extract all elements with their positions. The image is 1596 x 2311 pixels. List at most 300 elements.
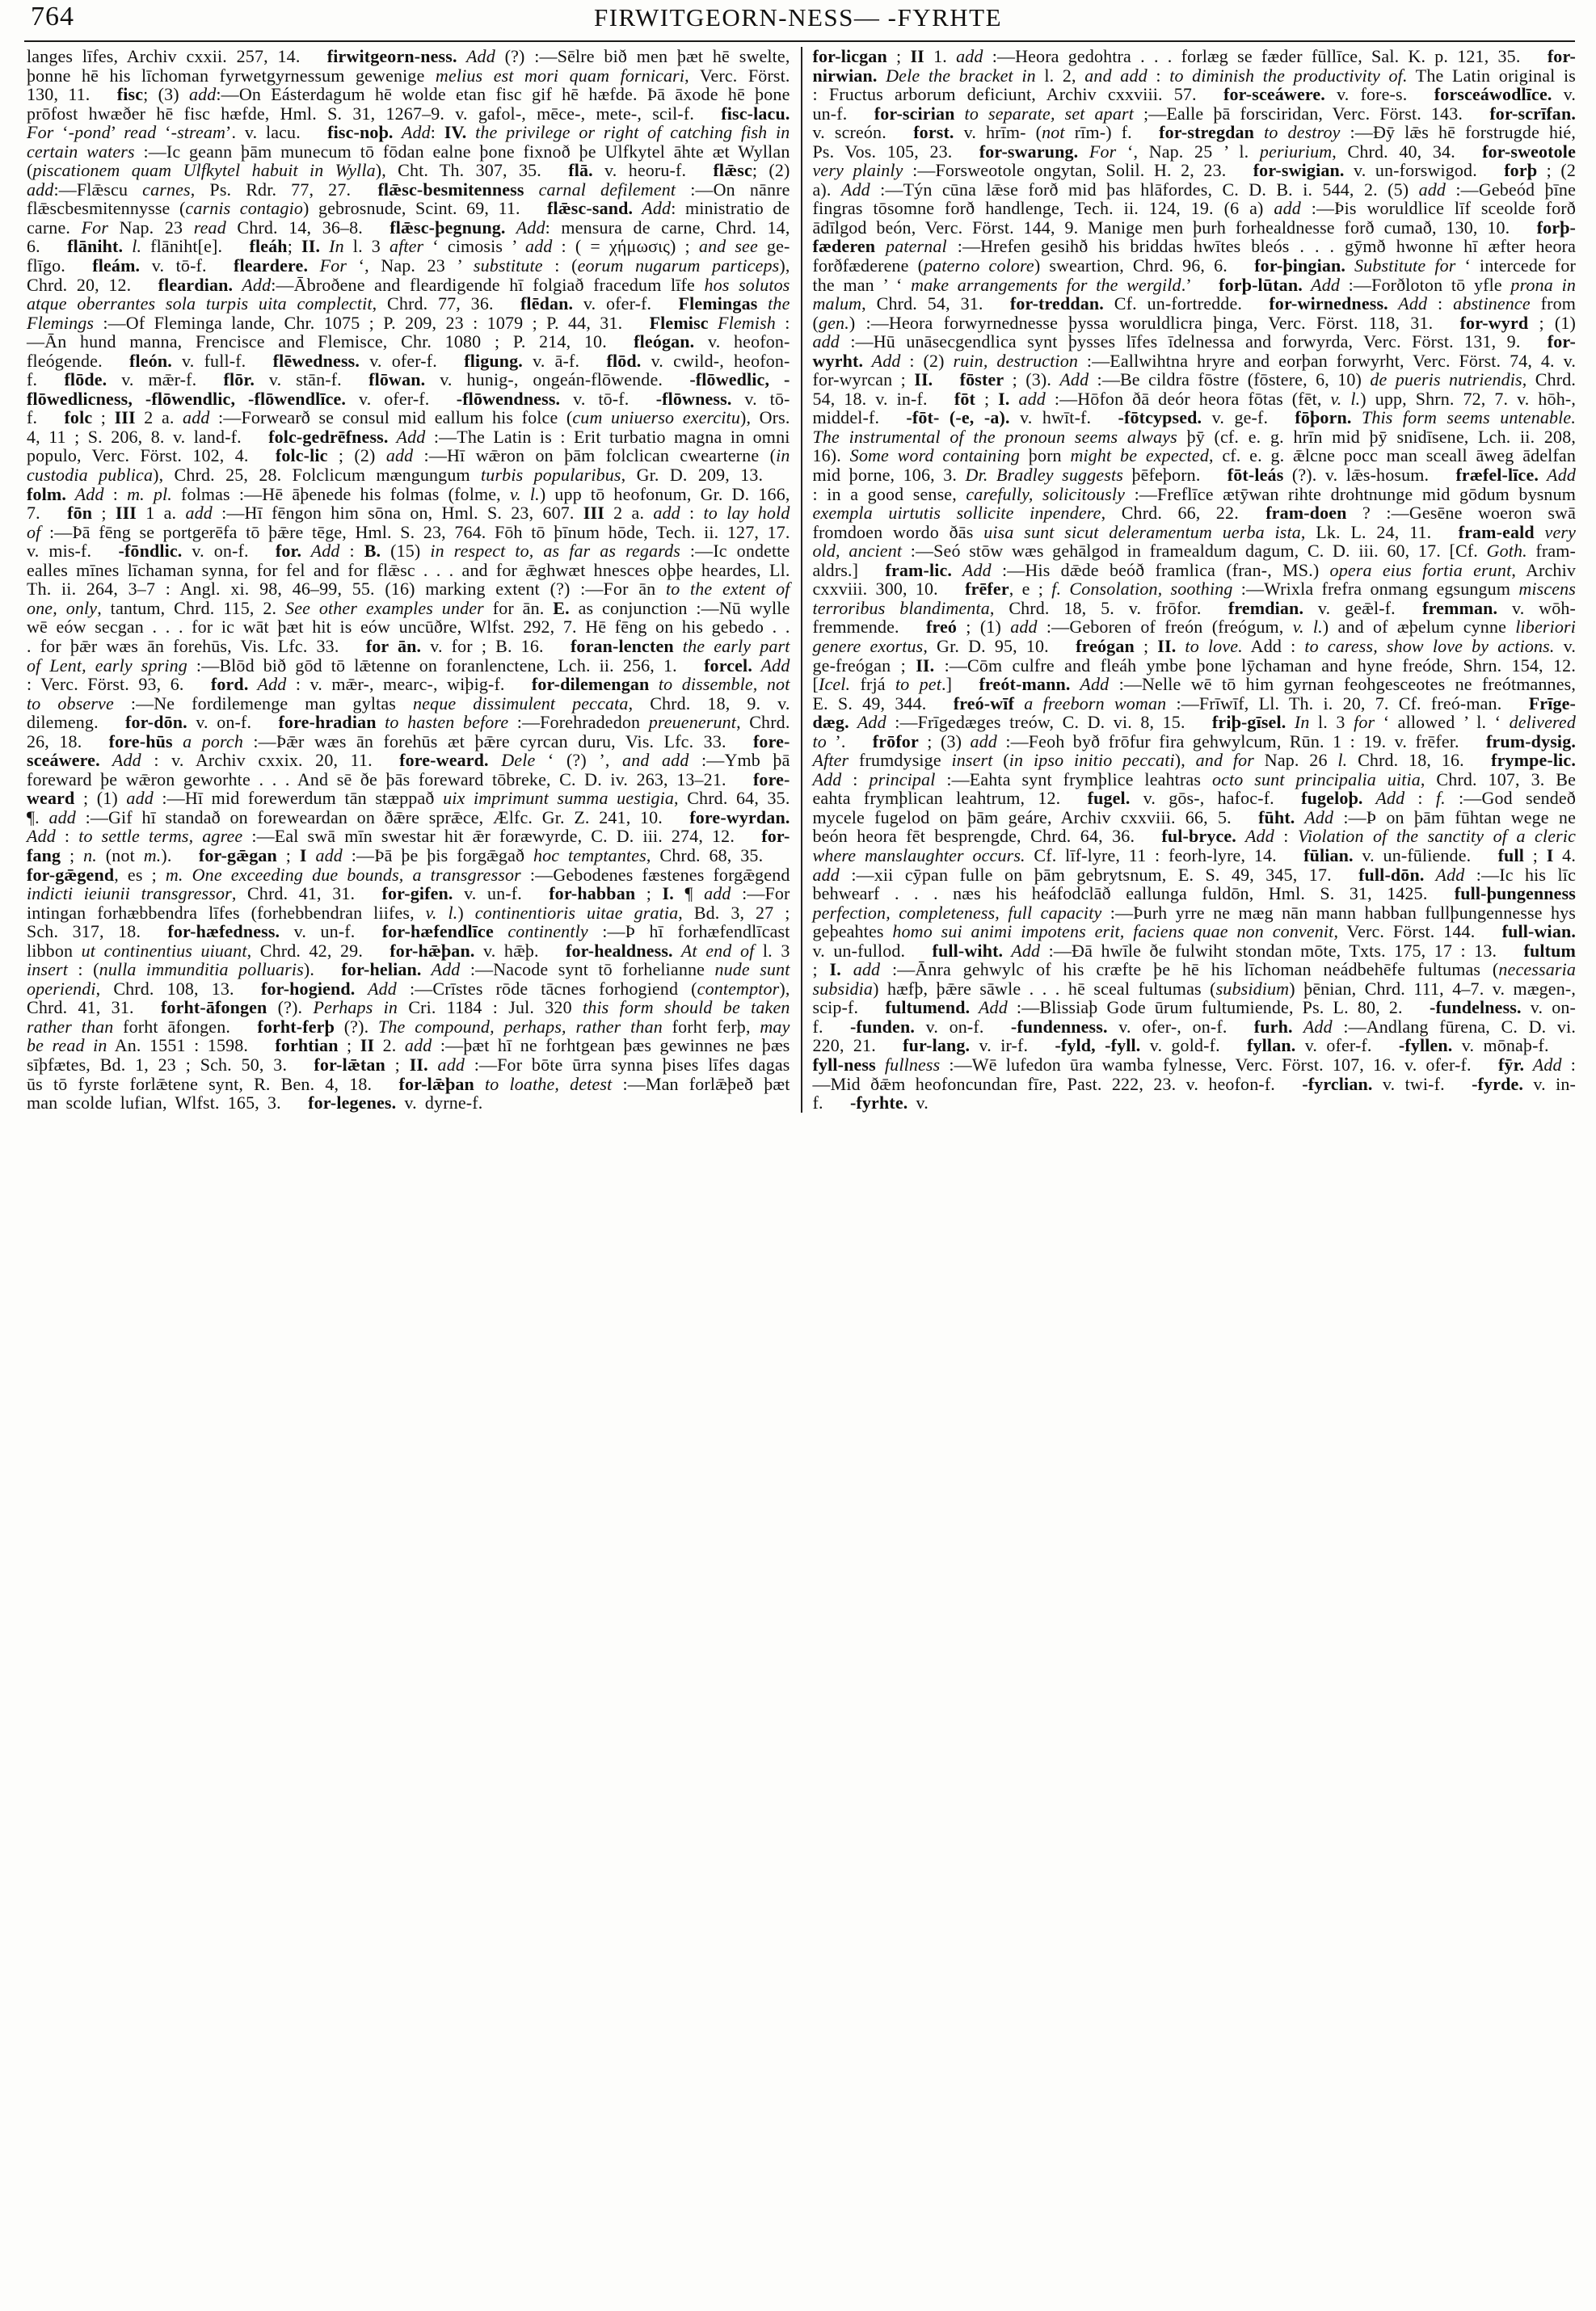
text-run: Add: [1295, 806, 1334, 827]
text-run: v. tō-f.: [560, 388, 630, 409]
entry-gap: [437, 351, 464, 371]
text-run: , Chrd. 108, 13.: [95, 978, 234, 999]
entry-headword: fram-doen: [1265, 503, 1347, 524]
text-run: v. ā-f.: [522, 350, 580, 371]
entry-headword: -fyrde.: [1472, 1073, 1524, 1094]
text-run: add: [385, 445, 414, 466]
entry-gap: [1268, 407, 1295, 427]
text-run: ;: [385, 1054, 410, 1075]
entry-gap: [858, 560, 885, 580]
text-run: Add: [27, 826, 56, 847]
entry-headword: fore-weard: [27, 768, 790, 809]
text-run: In: [1286, 712, 1310, 733]
text-run: add: [970, 730, 997, 751]
text-run: , Chrd. 54, 18. v. in-f.: [812, 369, 1576, 409]
text-run: the privilege or right of catching fish in certain waters: [27, 122, 790, 162]
text-run: n.: [83, 844, 97, 865]
text-run: ‘: [156, 122, 171, 143]
entry-gap: [823, 1092, 850, 1113]
entry-gap: [90, 84, 116, 104]
text-run: ), Cht. Th. 307, 35.: [375, 160, 541, 181]
text-run: and add: [1084, 65, 1148, 86]
text-run: to loathe, detest: [474, 1073, 613, 1094]
text-run: :—On Eásterdagum hē wolde etan fisc gif hē hæfde. Þā āxode hē þone prōfost hwæðer hē fisc hæfde, Hml. S. 31, 1267–9. v. gafol-, mēce-, mete-, scil-f.: [27, 84, 790, 124]
text-run: octo sunt principalia uitia: [1211, 768, 1421, 789]
text-run: ‘ cimosis ’: [423, 236, 526, 257]
entry-headword: freógan: [1076, 635, 1135, 656]
entry-gap: [351, 179, 377, 200]
text-run: ;: [61, 844, 84, 865]
text-run: ) upp, Shrn. 72, 7. v. hōh-, middel-f.: [812, 388, 1576, 428]
text-run: :—Flǣscu: [53, 179, 143, 200]
text-run: :—Þ hī forhæfendlīcast libbon: [27, 921, 790, 961]
entry-headword: fisc: [116, 84, 144, 105]
text-run: Add: [505, 217, 545, 238]
entry-headword: for.: [275, 541, 302, 562]
entry-gap: [1135, 826, 1161, 846]
text-run: (: [992, 750, 1009, 771]
text-run: v. ofer-, on-f.: [1107, 1016, 1228, 1037]
entry-headword: flēwedness.: [272, 350, 360, 371]
text-run: l. 3: [1309, 712, 1354, 733]
entry-headword: fore-hradian: [278, 712, 377, 733]
text-run: to pet: [895, 674, 941, 695]
text-run: add: [188, 84, 217, 105]
text-run: Add: [863, 350, 901, 371]
text-run: v. cwild-, heofon-f.: [27, 350, 790, 390]
text-run: the early part of Lent, early spring: [27, 635, 790, 676]
text-run: Add: [1524, 1054, 1562, 1075]
text-run: ruin, destruction: [953, 350, 1078, 371]
text-run: :—Hī mid forewerdum tān stæppað: [153, 788, 444, 809]
entry-gap: [1520, 331, 1547, 351]
text-run: not: [1042, 122, 1065, 143]
text-run: :—xii cȳpan fulle on þām gebrytsnum, E. S. 49, 345, 17.: [839, 864, 1332, 885]
text-run: Add: [66, 483, 104, 504]
text-run: to diminish the productivity of.: [1169, 65, 1408, 86]
entry-headword: for-gǣgan: [198, 844, 277, 865]
entry-gap: [763, 845, 790, 865]
text-run: :—Ymb þā foreward þe wǣron geworhte . . . And sē ðe þās foreward tōbreke, C. D. iv. 263, 13–21.: [27, 750, 790, 789]
text-run: :: [103, 483, 128, 504]
entry-gap: [1472, 1054, 1498, 1075]
entry-headword: for-sceáwere.: [1223, 84, 1325, 105]
text-run: (?). v. lǣs-hosum.: [1283, 465, 1430, 486]
entry-gap: [1132, 122, 1159, 142]
entry-headword: for-scirian: [874, 103, 955, 124]
text-run: (not: [96, 844, 144, 865]
entry-headword: full: [1497, 844, 1524, 865]
text-run: :—For bōte ūrra synna þises līfes dagas ūs tō fyrste forlǣtene synt, R. Ben. 4, 18.: [27, 1054, 790, 1094]
entry-headword: forþ-lūtan.: [1219, 274, 1303, 295]
entry-headword: fore-sceáwere.: [27, 730, 790, 771]
text-run: prona in malum: [812, 274, 1576, 314]
text-run: , Chrd. 18, 9. v. dilemeng.: [27, 692, 790, 733]
text-run: -stream: [171, 122, 226, 143]
text-run: :—Feoh byð frōfur fira gehwylcum, Rūn. 1 : 19. v. frēfer.: [996, 730, 1459, 751]
text-run: v. un-fullod.: [812, 940, 906, 961]
entry-gap: [1091, 407, 1118, 427]
text-run: (?) :—Sēlre bið men þæt hē swelte, þonne hē his līchoman fyrwetgyrnessum gewenige: [27, 46, 790, 86]
text-run: :—Ānra gehwylc of his cræfte þe hē his līchoman neádbehēfe fultumas (: [880, 959, 1499, 980]
text-run: (?).: [334, 1016, 378, 1037]
entry-gap: [99, 712, 125, 732]
text-run: as conjunction :—Nū wylle wē eów secgan . . . for ic wāt þæt hit is eów uncūðre, Wlfst. 292, 7. Hē fēng on his gebedo . . . for þǣr wæs ān forehūs, Vis. Lfc. 33.: [27, 597, 790, 656]
entry-gap: [372, 1074, 398, 1094]
text-run: v. ofer-f.: [360, 350, 437, 371]
text-run: Add: [1070, 674, 1110, 695]
entry-headword: fisc-noþ.: [327, 122, 394, 143]
entry-gap: [1197, 84, 1223, 104]
entry-gap: [1477, 160, 1504, 180]
entry-gap: [429, 389, 456, 409]
text-run: ;: [276, 844, 300, 865]
text-run: Add: [1424, 864, 1465, 885]
text-run: This form seems untenable. The instrumental of the pronoun seems always: [812, 407, 1576, 447]
entry-headword: forht-ferþ: [257, 1016, 335, 1037]
page-title: FIRWITGEORN-NESS— -FYRHTE: [593, 3, 1003, 32]
text-run: :: [1147, 65, 1170, 86]
text-run: :—The Latin is : Erit turbatio magna in omni populo, Verc. Först. 102, 4.: [27, 426, 790, 466]
entry-gap: [1192, 275, 1219, 295]
entry-gap: [1274, 788, 1301, 808]
text-run: Cf. un-fortredde.: [1103, 293, 1243, 314]
entry-headword: fōþorn.: [1295, 407, 1352, 428]
entry-headword: flǣsc-þegnung.: [390, 217, 506, 238]
text-run: , tantum, Chrd. 115, 2.: [97, 597, 286, 618]
entry-gap: [1471, 845, 1497, 865]
text-run: homo sui animi impotens erit, faciens quae non convenit: [892, 921, 1334, 942]
text-run: Add: [1302, 274, 1341, 295]
text-run: 1 a.: [137, 503, 186, 524]
text-run: add: [704, 883, 731, 904]
text-run: Add: [1388, 293, 1428, 314]
entry-headword: forhtian: [275, 1035, 339, 1056]
text-run: :—Eallwihtna hryre and eorþan forwyrht, Verc. Först. 74, 4. v. for-wyrcan ;: [812, 350, 1576, 390]
text-run: exempla uirtutis sollicite inpendere: [812, 503, 1101, 524]
entry-gap: [845, 731, 872, 751]
text-run: gen.: [818, 312, 849, 333]
entry-headword: Frīge-dæg.: [812, 692, 1576, 733]
text-run: The compound, perhaps, rather than: [378, 1016, 663, 1037]
entry-headword: fultumend.: [885, 997, 971, 1018]
entry-gap: [677, 655, 704, 676]
text-run: neque dissimulent peccata: [412, 692, 629, 714]
text-run: miscens terroribus blandimenta: [812, 579, 1577, 618]
text-run: , cf. e. g. ǣlcne pocc man sceall āweg ādelfan mid þorne, 106, 3.: [812, 445, 1576, 486]
entry-gap: [1429, 465, 1455, 485]
right-column: [801, 47, 1577, 1113]
entry-gap: [858, 997, 885, 1017]
entry-gap: [876, 1035, 903, 1055]
entry-gap: [629, 389, 655, 409]
text-run: :—Týn cūna lǣse forð mid þas hlāfordes, C. D. B. i. 544, 2. (5): [870, 179, 1419, 200]
text-run: :—Ðā hwīle ðe fulwiht stondan mōte, Txts. 175, 17 : 13.: [1040, 940, 1497, 961]
text-run: l. 3: [754, 940, 790, 961]
entry-gap: [539, 941, 566, 961]
text-run: :—Heora gedohtra . . . forlæg se fæder fūllīce, Sal. K. p. 121, 35.: [983, 46, 1521, 66]
entry-gap: [1275, 1074, 1302, 1094]
text-run: :—Ābroðene and fleardigende hī folgiað fracedum līfe: [271, 274, 705, 295]
text-run: ; (1): [74, 788, 127, 809]
entry-headword: for-gǣgend: [27, 864, 115, 885]
text-run: :—Be cildra fōstre (fōstere, 6, 10): [1089, 369, 1371, 390]
text-run: Some word containing: [849, 445, 1021, 466]
entry-headword: fram-eald: [1458, 521, 1535, 542]
text-run: Add: [421, 959, 461, 980]
entry-headword: for-swarung.: [979, 141, 1079, 162]
text-run: carnes: [142, 179, 191, 200]
text-run: , Gr. D. 95, 10.: [923, 635, 1049, 656]
text-run: ) hæfþ, þǣre sāwle . . . hē sceal fultumas (: [873, 978, 1216, 999]
text-run: paternal: [875, 236, 947, 257]
entry-headword: folc-gedrēfness.: [268, 426, 389, 447]
text-run: :—Frīwīf, Ll. Th. i. 20, 7. Cf. freó-man.: [1166, 692, 1502, 714]
entry-gap: [242, 427, 268, 447]
entry-headword: for-þingian.: [1254, 255, 1346, 276]
text-run: add: [315, 844, 343, 865]
entry-gap: [248, 1035, 275, 1055]
text-run: liberiori genere exortus: [812, 617, 1576, 656]
text-run: ‘ allowed ’ l. ‘: [1375, 712, 1510, 733]
entry-gap: [1202, 598, 1228, 618]
left-column: [27, 47, 801, 1113]
text-run: (15): [381, 541, 431, 562]
text-run: delivered to: [812, 712, 1576, 751]
entry-headword: for-licgan: [812, 46, 887, 66]
text-run: :—Wē lufedon ūra wamba fylnesse, Verc. Först. 107, 16. v. ofer-f.: [940, 1054, 1472, 1075]
text-run: very old, ancient: [812, 521, 1577, 562]
text-run: :—Blōd bið gōd tō lǣtenne on foranlenctene, Lch. ii. 256, 1.: [187, 655, 677, 676]
text-run: v. un-f.: [812, 84, 1577, 124]
entry-gap: [686, 160, 713, 180]
entry-headword: frēfer: [965, 579, 1009, 600]
text-run: , es ;: [114, 864, 166, 885]
text-run: :—Ic geann þām munecum tō fōdan ealne þone fixnoð þe Ulfkytel āhte æt Wyllan (: [27, 141, 790, 181]
text-run: v. tō-f.: [140, 255, 207, 276]
entry-headword: -fyld, -fyll.: [1055, 1035, 1141, 1056]
entry-headword: freó-wīf: [953, 692, 1015, 714]
entry-headword: fugeloþ.: [1301, 788, 1363, 809]
text-run: [428, 1054, 438, 1075]
text-run: add: [27, 179, 54, 200]
text-run: Substitute for: [1345, 255, 1456, 276]
entry-gap: [1497, 941, 1523, 961]
text-run: Add: [248, 674, 287, 695]
text-run: :—Of Fleminga lande, Chr. 1075 ; P. 209, 23 : 1079 ; P. 44, 31.: [94, 312, 623, 333]
text-run: ;: [92, 503, 116, 524]
entry-headword: forst.: [913, 122, 954, 143]
text-run: v. heoru-f.: [592, 160, 687, 181]
text-run: :—Seó stōw wæs gehālgod in framealdum dagum, C. D. iii. 60, 17. [Cf.: [902, 541, 1487, 562]
entry-headword: forcel.: [704, 655, 752, 676]
text-run: , Chrd. 54, 31.: [861, 293, 983, 314]
text-run: Add: [849, 712, 886, 733]
text-run: For: [27, 122, 54, 143]
text-run: v. ir-f.: [970, 1035, 1029, 1056]
entry-gap: [905, 941, 932, 961]
text-run: Flemish: [708, 312, 776, 333]
entry-headword: for ān.: [365, 635, 422, 656]
entry-gap: [952, 674, 979, 694]
text-run: ; (3).: [1004, 369, 1060, 390]
entry-headword: fōn: [67, 503, 93, 524]
text-run: ) and of æþelum cynne: [1322, 617, 1516, 638]
entry-gap: [222, 236, 249, 256]
entry-headword: fleón.: [129, 350, 172, 371]
text-run: :—Nacode synt tō forhelianne: [460, 959, 715, 980]
text-run: v. wōh-fremmende.: [812, 597, 1576, 638]
entry-gap: [249, 541, 276, 561]
text-run: :—Ic his līc behwearf . . . næs his heáfodclāð eallunga fuldōn, Hml. S. 31, 1425.: [812, 864, 1576, 904]
text-run: frumdysige: [849, 750, 952, 771]
text-run: , Lk. L. 24, 11.: [1300, 521, 1432, 542]
text-run: :: [1274, 826, 1298, 847]
entry-headword: -fyrhte.: [849, 1092, 908, 1113]
text-run: flāniht[e].: [141, 236, 223, 257]
text-run: In: [320, 236, 344, 257]
text-run: , Gr. D. 209, 13.: [621, 465, 764, 486]
entry-headword: flāniht.: [67, 236, 124, 257]
text-run: melius est mori quam fornicari: [435, 65, 685, 86]
text-run: :—Ðȳ lǣs hē forstrugde hié, Ps. Vos. 105, 23.: [812, 122, 1576, 162]
text-run: After: [812, 750, 849, 771]
entry-headword: for-healdness.: [566, 940, 673, 961]
entry-headword: for-treddan.: [1009, 293, 1104, 314]
entry-headword: II.: [1157, 635, 1177, 656]
entry-headword: fligung.: [464, 350, 523, 371]
entry-headword: II.: [914, 369, 933, 390]
entry-headword: I: [299, 844, 307, 865]
entry-headword: full-wiht.: [932, 940, 1004, 961]
text-run: ).: [303, 959, 315, 980]
text-run: :—Eal swā mīn swestar hit ǣr foræwyrde, C. D. iii. 274, 12.: [242, 826, 735, 847]
entry-gap: [899, 617, 926, 637]
text-run: ), Chrd. 20, 12.: [27, 255, 790, 295]
text-run: : ministratio de carne.: [27, 198, 790, 238]
text-run: v. for ; B. 16.: [421, 635, 544, 656]
text-columns: [27, 47, 1576, 1113]
entry-headword: flǣsc-besmitenness: [377, 179, 524, 200]
entry-gap: [694, 103, 721, 124]
entry-headword: fōt: [954, 388, 976, 409]
text-run: ;: [92, 407, 115, 428]
text-run: Add: [388, 426, 426, 447]
text-run: read: [124, 122, 157, 143]
text-run: v. hunig-, ongeán-flōwende.: [425, 369, 663, 390]
entry-headword: fōster: [959, 369, 1004, 390]
text-run: þēfeþorn.: [1122, 465, 1201, 486]
entry-gap: [726, 731, 753, 751]
text-run: v. gold-f.: [1140, 1035, 1220, 1056]
text-run: add: [653, 503, 680, 524]
text-run: ;—Ealle þā forsciridan, Verc. Först. 143.: [1133, 103, 1463, 124]
entry-gap: [1277, 845, 1303, 865]
entry-gap: [91, 541, 118, 561]
text-run: , Chrd. 18, 5. v. frōfor.: [989, 597, 1202, 618]
text-run: Add: [1003, 940, 1041, 961]
entry-gap: [1227, 1017, 1253, 1037]
text-run: to the extent of one, only: [27, 579, 790, 618]
text-run: -pond: [68, 122, 111, 143]
entry-gap: [984, 1017, 1011, 1037]
text-run: , Chrd. 40, 34.: [1332, 141, 1455, 162]
text-run: Chrd. 18, 16.: [1347, 750, 1464, 771]
entry-gap: [983, 293, 1010, 314]
text-run: ;: [1134, 635, 1158, 656]
entry-headword: -flōwness.: [655, 388, 732, 409]
entry-headword: fleardian.: [158, 274, 234, 295]
text-run: Add: [633, 198, 672, 219]
text-run: v. geǣl-f.: [1303, 597, 1396, 618]
text-run: insert: [27, 959, 69, 980]
entry-gap: [196, 369, 223, 389]
text-run: :: [680, 503, 704, 524]
text-run: v. un-fūliende.: [1353, 844, 1472, 865]
text-run: (?).: [267, 997, 314, 1018]
entry-headword: for-gifen.: [381, 883, 453, 904]
entry-gap: [134, 997, 161, 1017]
text-run: to lay hold of: [27, 503, 790, 542]
text-run: Add: [1539, 465, 1576, 486]
text-run: : in a good sense,: [812, 483, 966, 504]
text-run: Add: [1292, 1016, 1333, 1037]
entry-headword: fyll-ness: [812, 1054, 876, 1075]
text-run: , Chrd. 68, 35.: [646, 844, 764, 865]
text-run: ;: [635, 883, 663, 904]
text-run: abstinence: [1453, 293, 1531, 314]
text-run: from (: [812, 293, 1576, 333]
text-run: make arrangements for the wergild: [911, 274, 1181, 295]
text-run: 2 a.: [604, 503, 654, 524]
entry-headword: for-legenes.: [308, 1092, 397, 1113]
text-run: fram-aldrs.]: [812, 541, 1576, 580]
entry-headword: fur-lang.: [903, 1035, 971, 1056]
entry-headword: fūlian.: [1303, 844, 1354, 865]
text-run: to settle terms, agree: [78, 826, 243, 847]
text-run: :—Gebodenes fæstenes forgǣgend: [520, 864, 790, 885]
text-run: :—Gif hī standað on foreweardan on ðǣre sprǣce, Ælfc. Gr. Z. 241, 10.: [75, 806, 663, 827]
entry-headword: fȳr.: [1497, 1054, 1525, 1075]
text-run: add: [437, 1054, 465, 1075]
text-run: :—Crīstes rōde tācnes forhogiend (: [396, 978, 697, 999]
text-run: :—Þā þe þis forgǣgað: [342, 844, 533, 865]
text-run: add: [1010, 617, 1038, 638]
entry-gap: [373, 750, 399, 770]
text-run: v. on-f.: [812, 997, 1576, 1037]
text-run: add: [525, 236, 553, 257]
text-run: perfection, completeness, full capacity: [812, 902, 1102, 923]
text-run: indicti ieiunii transgressor: [27, 883, 232, 904]
text-run: piscationem quam Ulfkytel habuit in Wylla: [32, 160, 376, 181]
text-run: :—On nānre flǣscbesmitennysse (: [27, 179, 790, 219]
text-run: ;: [287, 236, 302, 257]
text-run: ‘ intercede for the man ’ ‘: [812, 255, 1577, 295]
entry-headword: frōfor: [872, 730, 919, 751]
text-run: Add: [812, 768, 842, 789]
text-run: Add: [840, 179, 870, 200]
text-run: ; (2): [752, 160, 790, 181]
text-run: v. stān-f.: [254, 369, 342, 390]
text-run: ) :—Heora forwyrnednesse þyssa woruldlicra þinga, Verc. Först. 118, 31.: [849, 312, 1434, 333]
entry-gap: [1475, 921, 1501, 941]
text-run: :—þæt hī ne forhtgean þæs gewinnes ne þæs sīþfætes, Bd. 1, 23 ; Sch. 50, 3.: [27, 1035, 790, 1075]
text-run: to caress, show love by actions.: [1304, 635, 1555, 656]
text-run: 4.: [1553, 844, 1576, 865]
text-run: :—Ān hund manna, Frencisce and Flemisce, Chr. 1080 ; P. 214, 10.: [27, 312, 790, 352]
text-run: to dissemble, not to observe: [27, 674, 790, 714]
entry-gap: [928, 389, 954, 409]
